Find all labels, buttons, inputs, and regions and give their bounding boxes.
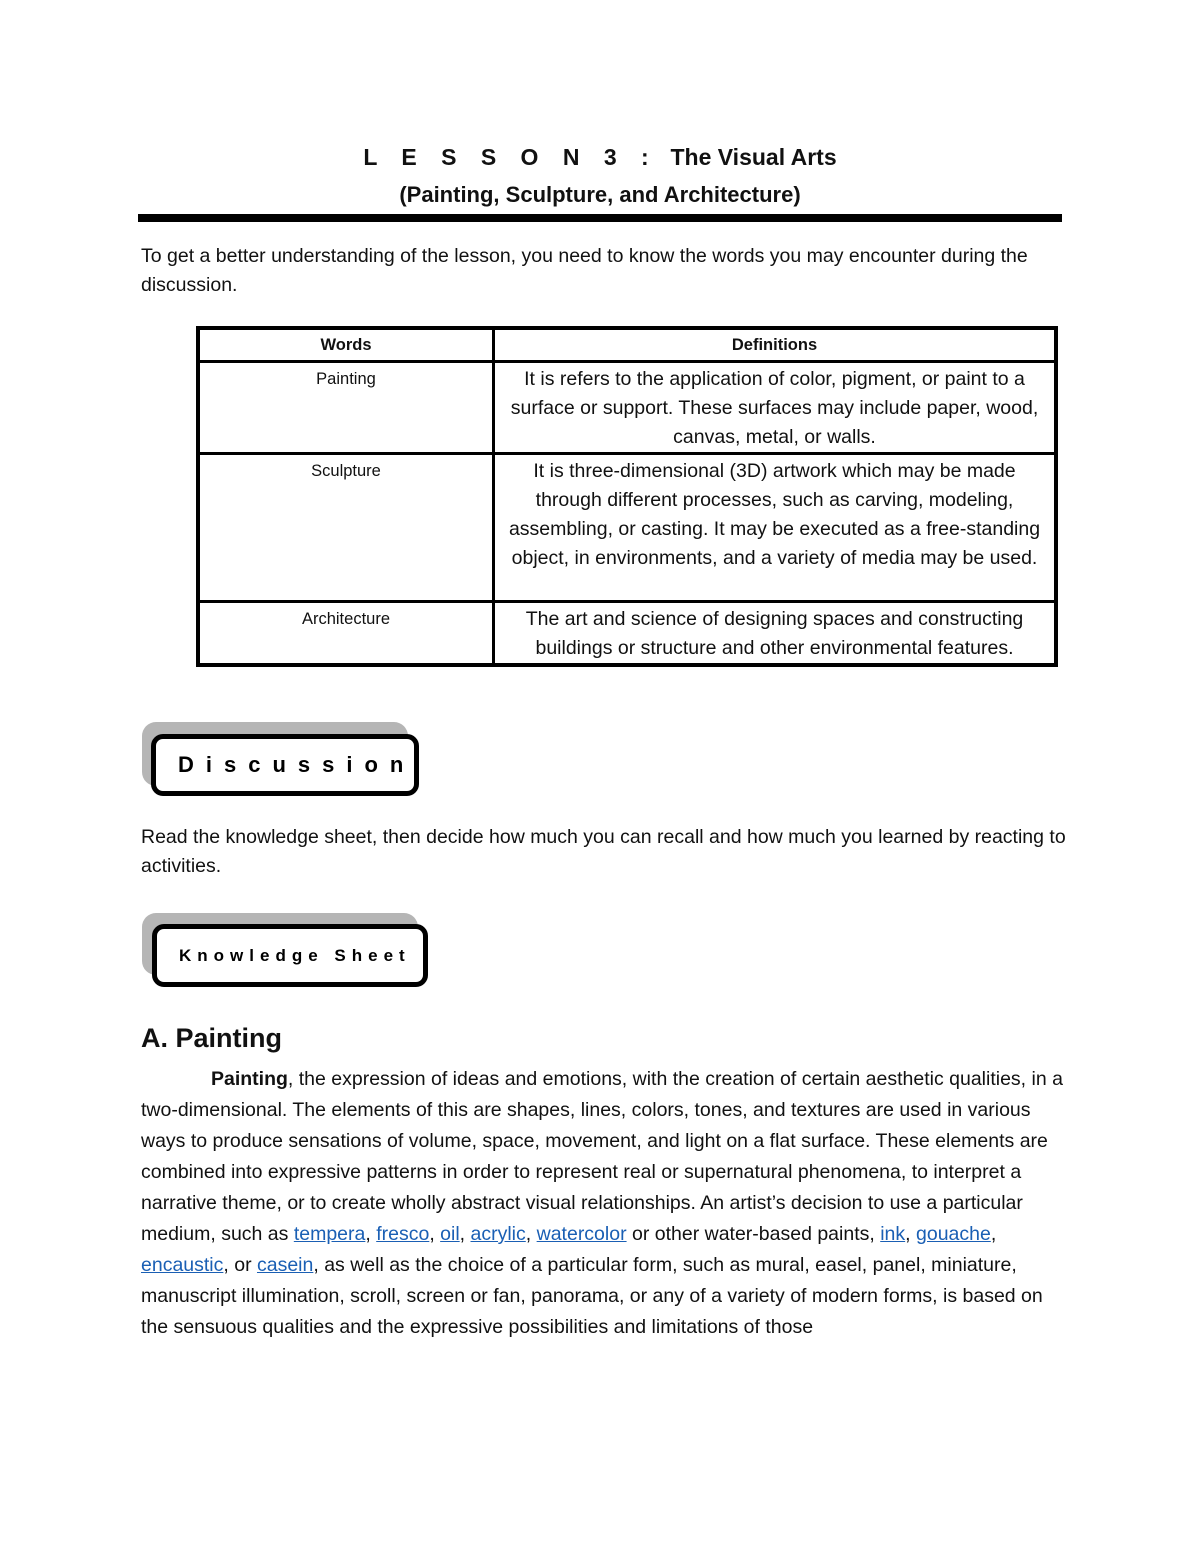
- definition-cell: The art and science of designing spaces and constructing buildings or structure and other environmental features.: [494, 602, 1057, 666]
- lesson-title: The Visual Arts: [670, 144, 837, 170]
- knowledge-sheet-label: Knowledge Sheet: [152, 924, 428, 987]
- header-definitions: Definitions: [494, 328, 1057, 362]
- link-acrylic[interactable]: acrylic: [470, 1223, 526, 1245]
- lesson-label: L E S S O N 3 :: [363, 144, 658, 170]
- link-watercolor[interactable]: watercolor: [536, 1223, 627, 1245]
- discussion-label: Discussion: [151, 734, 419, 796]
- link-ink[interactable]: ink: [880, 1223, 906, 1245]
- separator: ,: [459, 1223, 471, 1245]
- link-oil[interactable]: oil: [440, 1223, 460, 1245]
- word-cell: Sculpture: [198, 454, 494, 602]
- definition-cell: It is three-dimensional (3D) artwork which may be made through different processes, such as carving, modeling, assembling, or casting. It may be executed as a free-standing object, in environments, and a variety of media may be used.: [494, 454, 1057, 602]
- header-words: Words: [198, 328, 494, 362]
- word-cell: Painting: [198, 362, 494, 454]
- link-fresco[interactable]: fresco: [376, 1223, 430, 1245]
- link-gouache[interactable]: gouache: [916, 1223, 991, 1245]
- vocabulary-table: [196, 326, 1058, 667]
- separator: ,: [429, 1223, 441, 1245]
- paragraph-text: , as well as the choice of a particular form, such as mural, easel, panel, miniature, manuscript illumination, scroll, screen or fan, panorama, or any of a variety of modern forms, is based on the sensuous qualities and the expressive possibilities and limitations of those: [141, 1254, 1043, 1338]
- paragraph-text: or other water-based paints,: [626, 1223, 881, 1245]
- link-casein[interactable]: casein: [256, 1254, 314, 1276]
- table-row: [198, 362, 1056, 454]
- painting-paragraph: [141, 1064, 1063, 1343]
- definition-cell: It is refers to the application of color, pigment, or paint to a surface or support. These surfaces may include paper, wood, canvas, metal, or walls.: [494, 362, 1057, 454]
- table-row: [198, 602, 1056, 666]
- title-divider: [138, 214, 1062, 222]
- lesson-title-line: [0, 144, 1200, 171]
- lead-word: Painting: [211, 1068, 288, 1090]
- separator: ,: [905, 1223, 916, 1245]
- table-row: [198, 454, 1056, 602]
- separator: ,: [990, 1223, 997, 1245]
- separator: , or: [223, 1254, 257, 1276]
- separator: ,: [525, 1223, 537, 1245]
- lesson-subtitle: (Painting, Sculpture, and Architecture): [399, 182, 801, 207]
- table-header-row: [198, 328, 1056, 362]
- link-encaustic[interactable]: encaustic: [141, 1254, 224, 1276]
- separator: ,: [365, 1223, 377, 1245]
- word-cell: Architecture: [198, 602, 494, 666]
- link-tempera[interactable]: tempera: [293, 1223, 366, 1245]
- paragraph-text: , the expression of ideas and emotions, with the creation of certain aesthetic qualities, in a two-dimensional. The elements of this are shapes, lines, colors, tones, and textures are used in various ways to produce sensations of volume, space, movement, and light on a flat surface. These elements are combined into expressive patterns in order to represent real or supernatural phenomena, to interpret a narrative theme, or to create wholly abstract visual relationships. An artist’s decision to use a particular medium, such as: [141, 1068, 1063, 1245]
- discussion-instructions: Read the knowledge sheet, then decide how much you can recall and how much you learned by reacting to activities.: [141, 826, 1066, 877]
- intro-paragraph: To get a better understanding of the lesson, you need to know the words you may encounter during the discussion.: [141, 245, 1028, 296]
- section-heading: A. Painting: [141, 1023, 282, 1053]
